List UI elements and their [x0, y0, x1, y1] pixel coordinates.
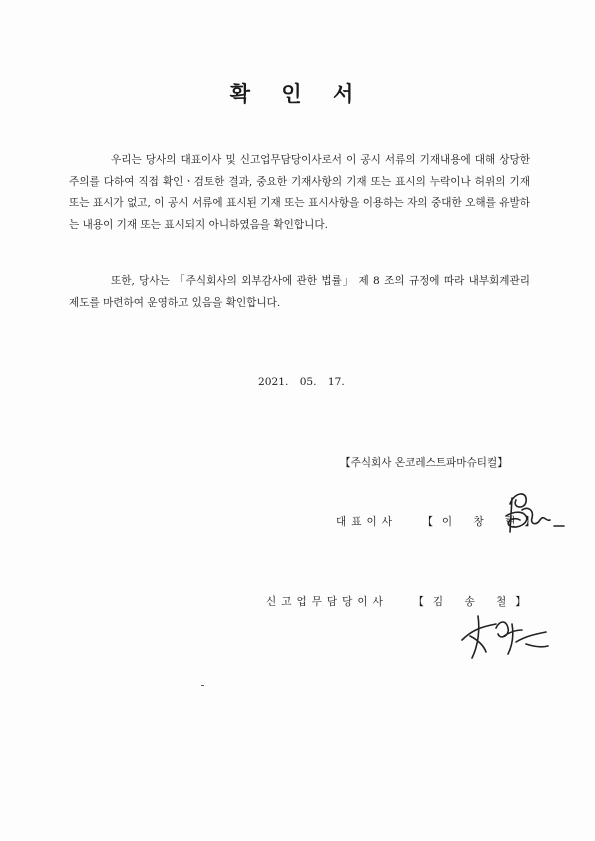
confirmation-paragraph: 우리는 당사의 대표이사 및 신고업무담당이사로서 이 공시 서류의 기재내용에 대해 상당한 주의를 다하여 직접 확인ㆍ검토한 결과, 중요한 기재사항의 기재 또는 표시의 누락이나 허위의 기재 또는 표시가 없고, 이 공시 서류에 표시된 기재 또는 표시사항을 이용하는 자의 중대한 오해를 유발하는 내용이 기재 또는 표시되지 아니하였음을 확인합니다.	[69, 154, 530, 231]
ceo-handwritten-signature	[492, 486, 572, 546]
document-title: 확 인 서	[229, 81, 366, 106]
company-name: 【주식회사 온코레스트파마슈티컬】	[340, 457, 508, 469]
document-date: 2021. 05. 17.	[258, 376, 345, 388]
scan-speck	[201, 685, 204, 686]
reporting-director-handwritten-signature	[456, 606, 556, 666]
ceo-name: 【이 창 현】	[422, 516, 544, 528]
reporting-director-name: 【김 송 철】	[413, 596, 535, 608]
ceo-role-label: 대표이사	[336, 516, 397, 528]
internal-control-paragraph: 또한, 당사는 「주식회사의 외부감사에 관한 법률」 제 8 조의 규정에 따라 내부회계관리 제도를 마련하여 운영하고 있음을 확인합니다.	[69, 275, 530, 309]
reporting-director-role-label: 신고업무담당이사	[266, 596, 388, 608]
